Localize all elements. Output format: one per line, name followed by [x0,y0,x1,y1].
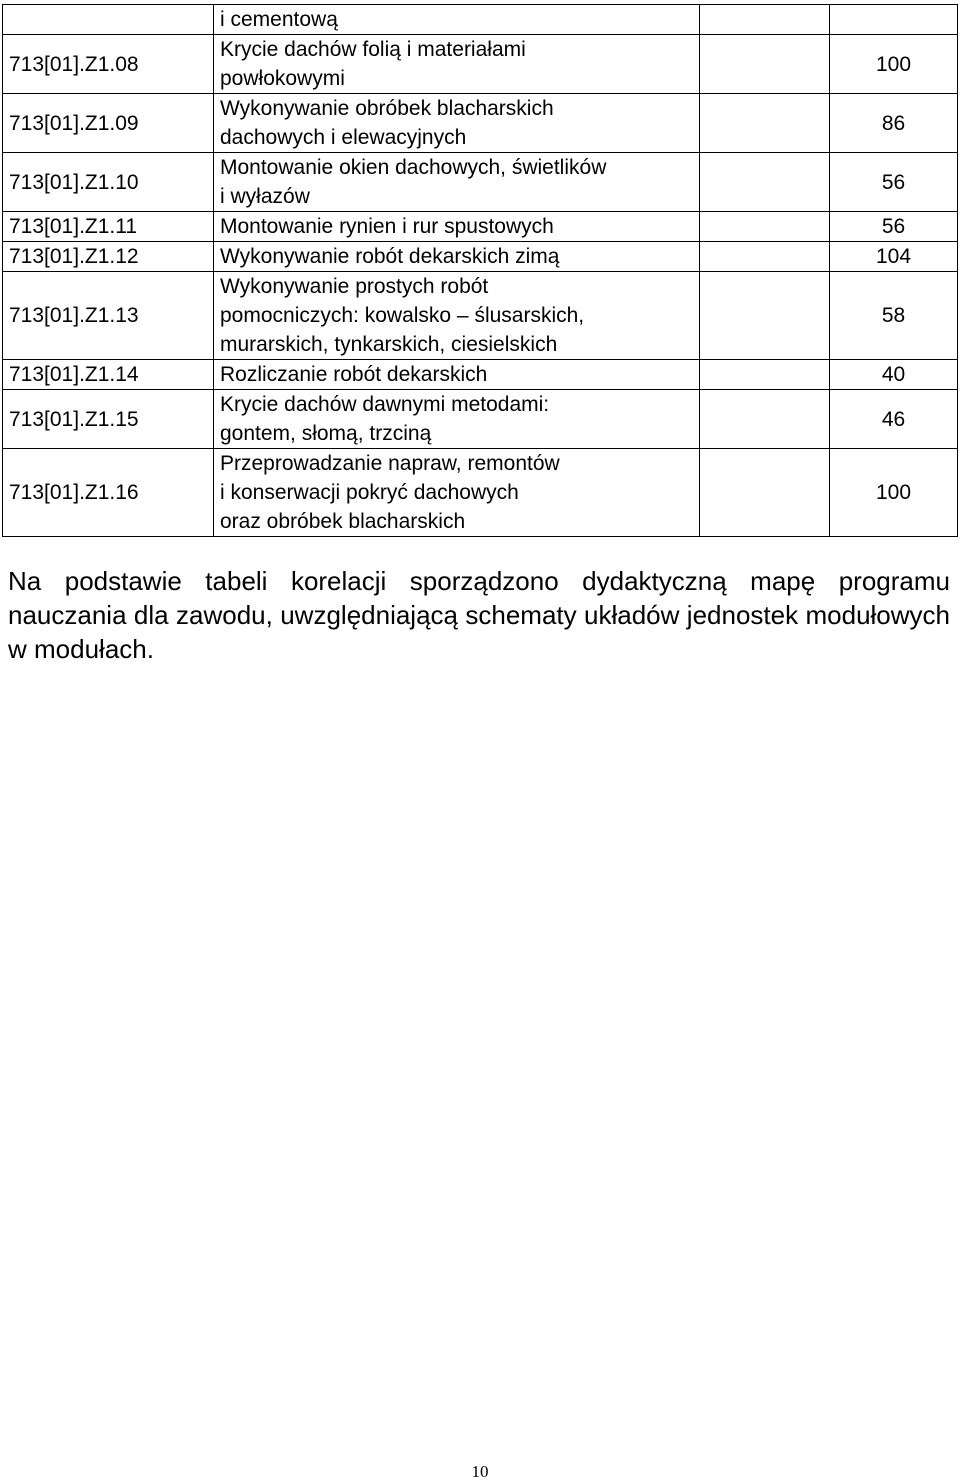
empty-cell [700,35,830,94]
unit-code-cell: 713[01].Z1.15 [3,390,214,449]
unit-hours-cell: 100 [830,35,958,94]
unit-code-cell: 713[01].Z1.10 [3,153,214,212]
unit-hours-cell [830,5,958,35]
unit-hours-cell: 104 [830,242,958,272]
empty-cell [700,94,830,153]
unit-name-line: i wyłazów [220,185,310,208]
table-row [3,153,958,212]
empty-cell [700,242,830,272]
unit-name-line: dachowych i elewacyjnych [220,126,467,149]
empty-cell [700,272,830,360]
module-units-table-body [3,5,958,537]
unit-code-cell: 713[01].Z1.09 [3,94,214,153]
unit-hours-cell: 56 [830,212,958,242]
summary-paragraph: Na podstawie tabeli korelacji sporządzono dydaktyczną mapę programu nauczania dla zawodu, uwzględniającą schematy układów jednostek modułowych w modułach. [8,566,950,664]
unit-name-line: Wykonywanie prostych robót [220,275,489,298]
empty-cell [700,360,830,390]
unit-name-cell [214,94,700,153]
unit-name-line: gontem, słomą, trzciną [220,422,432,445]
unit-name-line: Wykonywanie obróbek blacharskich [220,97,554,120]
unit-name-cell [214,35,700,94]
empty-cell [700,153,830,212]
unit-name-cell [214,449,700,537]
unit-code-cell [3,5,214,35]
unit-code-cell: 713[01].Z1.12 [3,242,214,272]
table-row [3,242,958,272]
table-row [3,390,958,449]
unit-hours-cell: 40 [830,360,958,390]
unit-name-cell [214,5,700,35]
unit-hours-cell: 100 [830,449,958,537]
unit-name-line: Montowanie okien dachowych, świetlików [220,156,607,179]
unit-name-cell [214,153,700,212]
table-row [3,360,958,390]
unit-name-line: powłokowymi [220,67,345,90]
unit-name-cell [214,272,700,360]
unit-code-cell: 713[01].Z1.08 [3,35,214,94]
unit-name-line: Krycie dachów folią i materiałami [220,38,526,61]
unit-hours-cell: 86 [830,94,958,153]
table-row [3,5,958,35]
page-number: 10 [471,1462,489,1481]
unit-hours-cell: 46 [830,390,958,449]
unit-code-cell: 713[01].Z1.13 [3,272,214,360]
empty-cell [700,449,830,537]
unit-name-cell [214,212,700,242]
unit-hours-cell: 58 [830,272,958,360]
table-row [3,272,958,360]
unit-code-cell: 713[01].Z1.14 [3,360,214,390]
unit-name-line: i cementową [220,8,338,31]
unit-name-cell [214,242,700,272]
unit-name-line: Rozliczanie robót dekarskich [220,363,488,386]
unit-code-cell: 713[01].Z1.11 [3,212,214,242]
unit-name-cell [214,360,700,390]
unit-name-line: Wykonywanie robót dekarskich zimą [220,245,560,268]
table-row [3,212,958,242]
unit-name-line: oraz obróbek blacharskich [220,510,466,533]
empty-cell [700,5,830,35]
unit-name-line: pomocniczych: kowalsko – ślusarskich, [220,304,585,327]
unit-hours-cell: 56 [830,153,958,212]
table-row [3,35,958,94]
empty-cell [700,390,830,449]
table-row [3,449,958,537]
unit-name-line: murarskich, tynkarskich, ciesielskich [220,333,558,356]
module-units-table [2,4,958,537]
unit-name-line: Montowanie rynien i rur spustowych [220,215,554,238]
unit-name-line: Krycie dachów dawnymi metodami: [220,393,550,416]
table-row [3,94,958,153]
unit-name-cell [214,390,700,449]
unit-name-line: i konserwacji pokryć dachowych [220,481,519,504]
unit-name-line: Przeprowadzanie napraw, remontów [220,452,560,475]
empty-cell [700,212,830,242]
unit-code-cell: 713[01].Z1.16 [3,449,214,537]
